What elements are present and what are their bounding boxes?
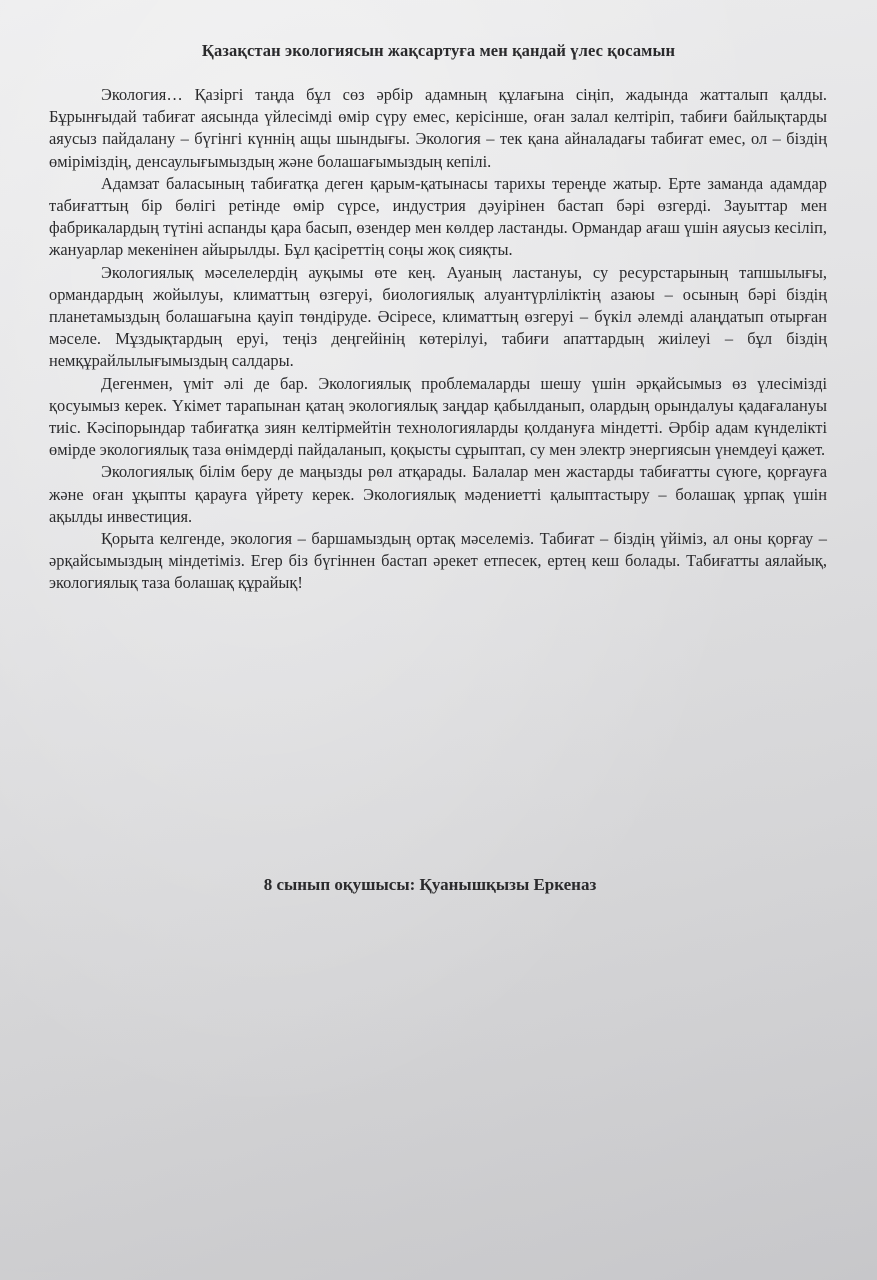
paragraph-1: Экология… Қазіргі таңда бұл сөз әрбір адамның құлағына сіңіп, жадында жатталып қалды. Бұрынғыдай табиғат аясында үйлесімді өмір сүру емес, керісінше, оған залал келтіріп, табиғи байлықтарды аяусыз пайдалану – бүгінгі күннің ащы шындығы. Экология – тек қана айналадағы табиғат емес, ол – біздің өміріміздің, денсаулығымыздың және болашағымыздың кепілі.: [49, 85, 827, 171]
paragraph-4: Дегенмен, үміт әлі де бар. Экологиялық проблемаларды шешу үшін әрқайсымыз өз үлесімізді қосуымыз керек. Үкімет тарапынан қатаң экологиялық заңдар қабылданып, олардың орындалуы қадағалануы тиіс. Кәсіпорындар табиғатқа зиян келтірмейтін технологияларды қолдануға міндетті. Әрбір адам күнделікті өмірде экологиялық таза өнімдерді пайдаланып, қоқысты сұрыптап, су мен электр энергиясын үнемдеуі қажет.: [49, 373, 827, 460]
essay-body: [49, 84, 827, 595]
author-signature: 8 сынып оқушысы: Қуанышқызы Еркеназ: [263, 875, 597, 894]
paragraph-3: Экологиялық мәселелердің ауқымы өте кең. Ауаның ластануы, су ресурстарының тапшылығы, ормандардың жойылуы, климаттың өзгеруі, биологиялық алуантүрліліктің азаюы – осының бәрі біздің планетамыздың болашағына қауіп төндіруде. Әсіресе, климаттың өзгеруі – бүкіл әлемді алаңдатып отырған мәселе. Мұздықтардың еруі, теңіз деңгейінің көтерілуі, табиғи апаттардың жиілеуі – бұл біздің немқұрайлылығымыздың салдары.: [49, 262, 827, 371]
document-title: Қазақстан экологиясын жақсартуға мен қандай үлес қосамын: [201, 41, 676, 60]
paragraph-5: Экологиялық білім беру де маңызды рөл атқарады. Балалар мен жастарды табиғатты сүюге, қорғауға және оған ұқыпты қарауға үйрету керек. Экологиялық мәдениетті қалыптастыру – болашақ ұрпақ үшін ақылды инвестиция.: [49, 462, 827, 526]
paragraph-2: Адамзат баласының табиғатқа деген қарым-қатынасы тарихы тереңде жатыр. Ерте заманда адамдар табиғаттың бір бөлігі ретінде өмір сүрсе, индустрия дәуірінен бастап бәрі өзгерді. Зауыттар мен фабрикалардың түтіні аспанды қара басып, өзендер мен көлдер ластанды. Ормандар ағаш үшін аяусыз кесіліп, жануарлар мекенінен айырылды. Бұл қасіреттің соңы жоқ сияқты.: [49, 173, 827, 260]
paragraph-6: Қорыта келгенде, экология – баршамыздың ортақ мәселеміз. Табиғат – біздің үйіміз, ал оны қорғау – әрқайсымыздың міндетіміз. Егер біз бүгіннен бастап әрекет етпесек, ертең кеш болады. Табиғатты аялайық, экологиялық таза болашақ құрайық!: [49, 529, 827, 593]
